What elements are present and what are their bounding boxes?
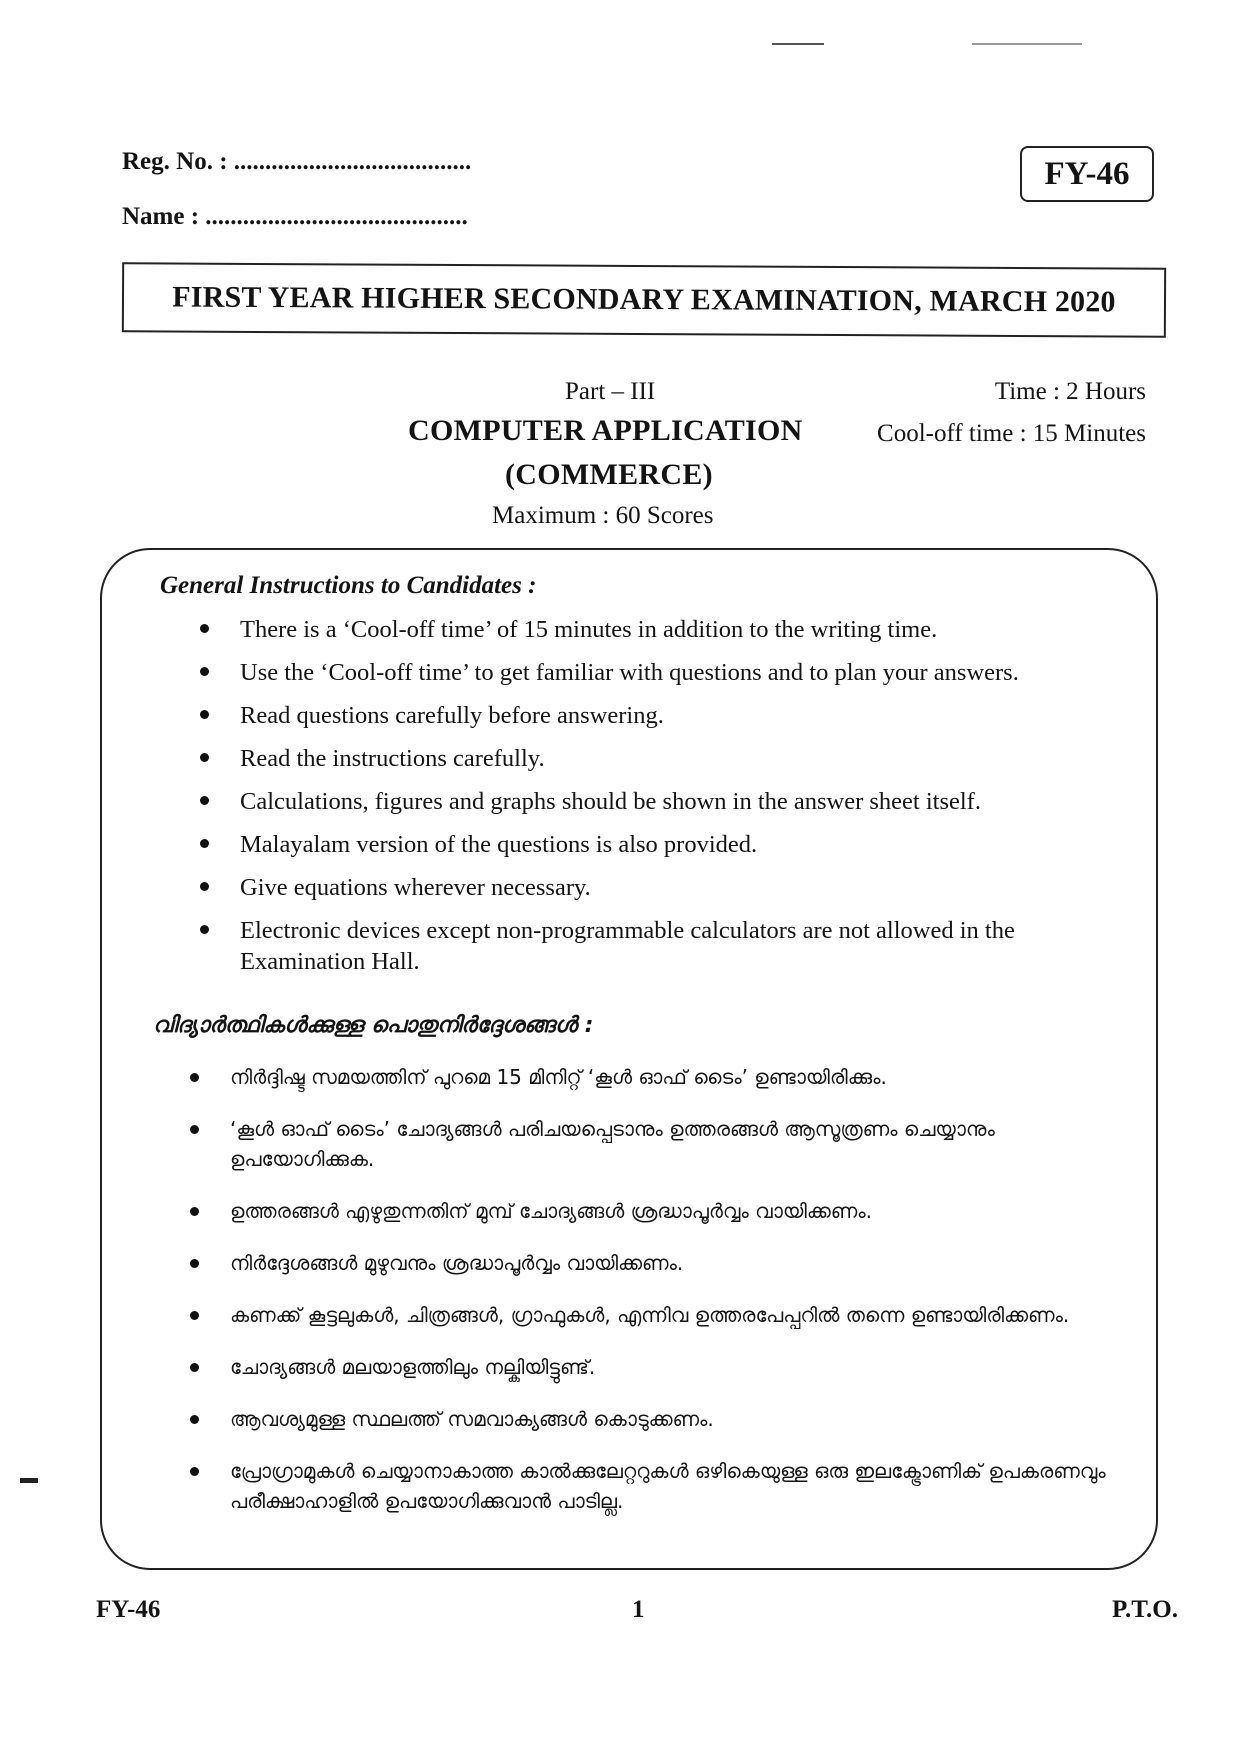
bullet-icon <box>200 796 209 805</box>
list-item-text: ആവശ്യമുള്ള സ്ഥലത്ത് സമവാക്യങ്ങൾ കൊടുക്കണം. <box>230 1407 714 1431</box>
reg-no-field: Reg. No. : ...................................... <box>122 148 472 175</box>
pto-label: P.T.O. <box>1112 1596 1178 1623</box>
list-item <box>190 1404 1130 1434</box>
list-item-text: നിർദ്ദിഷ്ട സമയത്തിന് പുറമെ 15 മിനിറ്റ് ‘കൂൾ ഓഫ് ടൈം’ ഉണ്ടായിരിക്കും. <box>230 1065 887 1089</box>
list-item <box>190 1248 1130 1278</box>
footer-code: FY-46 <box>96 1596 161 1623</box>
bullet-icon <box>190 1467 199 1476</box>
bullet-icon <box>200 925 209 934</box>
list-item <box>190 1456 1130 1516</box>
instructions-heading-ml: വിദ്യാർത്ഥികൾക്കുള്ള പൊതുനിർദ്ദേശങ്ങൾ : <box>153 1013 594 1038</box>
list-item <box>200 614 1110 645</box>
list-item-text: ഉത്തരങ്ങൾ എഴുതുന്നതിന് മുമ്പ് ചോദ്യങ്ങൾ ശ്രദ്ധാപൂർവ്വം വായിക്കണം. <box>230 1199 872 1223</box>
list-item-text: ചോദ്യങ്ങൾ മലയാളത്തിലും നല്കിയിട്ടുണ്ട്. <box>230 1355 596 1379</box>
list-item <box>190 1062 1130 1092</box>
list-item-text: ‘കൂൾ ഓഫ് ടൈം’ ചോദ്യങ്ങൾ പരിചയപ്പെടാനും ഉത്തരങ്ങൾ ആസൂത്രണം ചെയ്യാനും ഉപയോഗിക്കുക. <box>230 1117 995 1171</box>
part-label: Part – III <box>565 378 656 405</box>
list-item-text: Give equations wherever necessary. <box>240 874 591 901</box>
list-item-text: നിർദ്ദേശങ്ങൾ മുഴുവനും ശ്രദ്ധാപൂർവ്വം വായിക്കണം. <box>230 1251 684 1275</box>
paper-code-box <box>1020 146 1154 202</box>
bullet-icon <box>190 1125 199 1134</box>
bullet-icon <box>190 1207 199 1216</box>
list-item <box>190 1300 1130 1330</box>
exam-title-box <box>122 262 1166 337</box>
max-score: Maximum : 60 Scores <box>492 502 714 529</box>
bullet-icon <box>200 882 209 891</box>
list-item <box>200 700 1110 731</box>
list-item-text: Use the ‘Cool-off time’ to get familiar with questions and to plan your answers. <box>240 659 1019 686</box>
bullet-icon <box>200 667 209 676</box>
cool-off-label: Cool-off time : 15 Minutes <box>877 420 1146 447</box>
scan-mark <box>972 43 1082 45</box>
time-label: Time : 2 Hours <box>994 378 1146 405</box>
list-item <box>200 786 1110 817</box>
list-item <box>190 1114 1130 1174</box>
list-item-text: Read questions carefully before answering. <box>240 702 664 729</box>
subject-title: COMPUTER APPLICATION <box>408 414 803 447</box>
list-item <box>200 829 1110 860</box>
bullet-icon <box>190 1073 199 1082</box>
bullet-icon <box>190 1311 199 1320</box>
scan-mark <box>772 43 824 45</box>
list-item-text: കണക്ക് കൂട്ടലുകൾ, ചിത്രങ്ങൾ, ഗ്രാഫുകൾ, എന്നിവ ഉത്തരപേപ്പറിൽ തന്നെ ഉണ്ടായിരിക്കണം. <box>230 1303 1070 1327</box>
exam-title: FIRST YEAR HIGHER SECONDARY EXAMINATION, MARCH 2020 <box>172 280 1116 319</box>
instructions-heading-en: General Instructions to Candidates : <box>160 572 537 599</box>
bullet-icon <box>200 624 209 633</box>
list-item-text: There is a ‘Cool-off time’ of 15 minutes in addition to the writing time. <box>240 616 938 643</box>
list-item <box>200 743 1110 774</box>
paper-code: FY-46 <box>1044 155 1130 192</box>
bullet-icon <box>190 1363 199 1372</box>
list-item <box>190 1352 1130 1382</box>
list-item-text: Calculations, figures and graphs should be shown in the answer sheet itself. <box>240 788 981 815</box>
page-number: 1 <box>632 1596 645 1623</box>
list-item <box>200 657 1110 688</box>
bullet-icon <box>200 710 209 719</box>
instructions-list-ml <box>190 1062 1130 1538</box>
list-item-text: Electronic devices except non-programmable calculators are not allowed in the Examination Hall. <box>240 917 1015 975</box>
list-item-text: Read the instructions carefully. <box>240 745 545 772</box>
list-item <box>200 872 1110 903</box>
bullet-icon <box>200 753 209 762</box>
bullet-icon <box>190 1415 199 1424</box>
stream-title: (COMMERCE) <box>505 458 713 491</box>
bullet-icon <box>200 839 209 848</box>
list-item-text: Malayalam version of the questions is also provided. <box>240 831 758 858</box>
instructions-list-en <box>200 614 1110 989</box>
bullet-icon <box>190 1259 199 1268</box>
list-item <box>200 915 1110 977</box>
list-item-text: പ്രോഗ്രാമുകൾ ചെയ്യാനാകാത്ത കാൽക്കുലേറ്ററുകൾ ഒഴികെയുള്ള ഒരു ഇലക്ട്രോണിക് ഉപകരണവും പരീക്ഷാഹാളിൽ ഉപയോഗിക്കുവാൻ പാടില്ല. <box>230 1459 1106 1513</box>
scan-mark <box>20 1478 38 1483</box>
list-item <box>190 1196 1130 1226</box>
name-field: Name : .......................................... <box>122 203 468 230</box>
